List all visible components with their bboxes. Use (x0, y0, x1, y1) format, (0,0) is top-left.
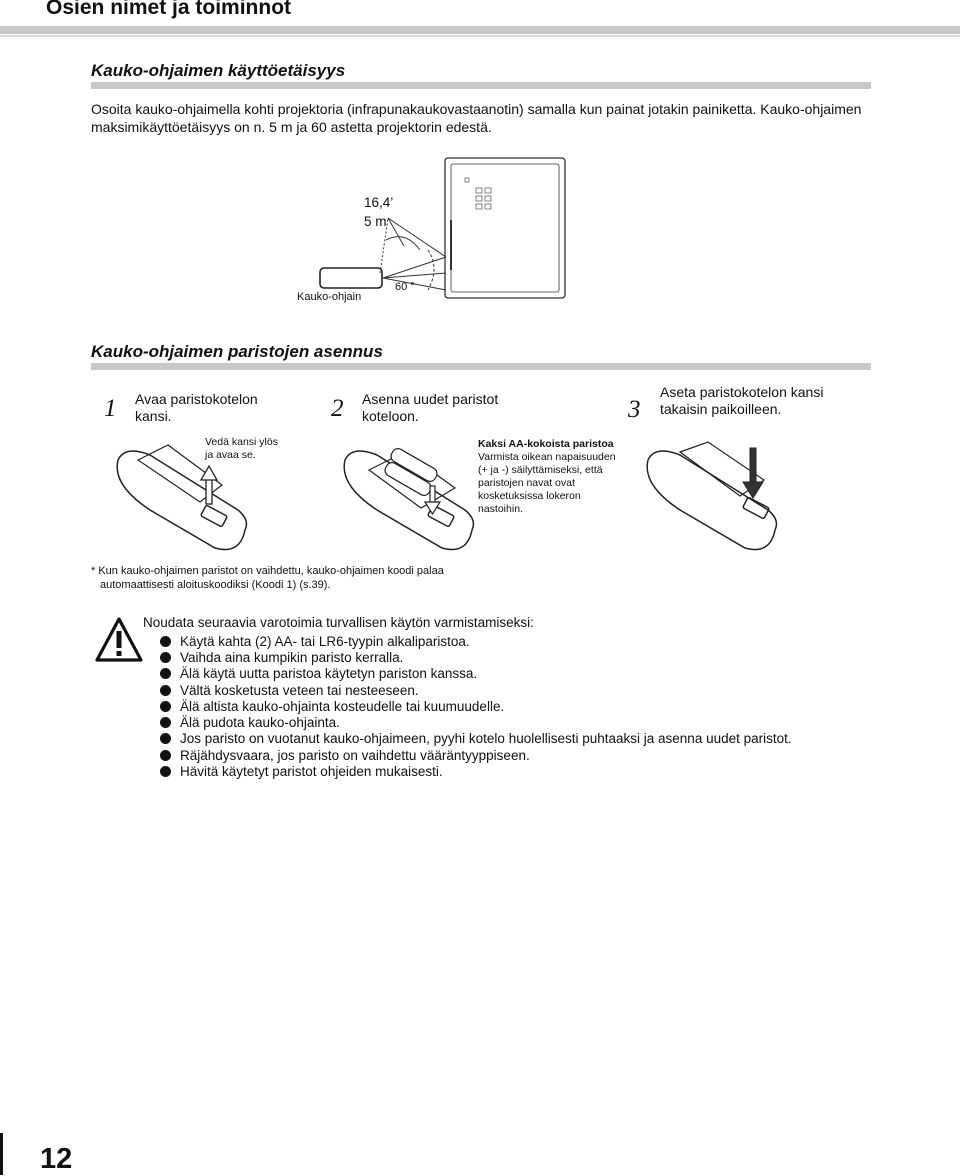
distance-ft-label: 16,4’ (364, 195, 394, 210)
step-text-3 (660, 384, 823, 418)
step-3-line-2: takaisin paikoilleen. (660, 401, 782, 417)
page-number-bar (0, 1133, 3, 1175)
warning-intro: Noudata seuraavia varotoimia turvallisen käytön varmistamiseksi: (143, 615, 534, 630)
bullet-icon (160, 701, 171, 712)
step-1-line-1: Avaa paristokotelon (135, 391, 258, 407)
warning-item (160, 698, 880, 714)
page-header (0, 0, 960, 26)
caption-batteries (478, 438, 638, 516)
warning-item (160, 763, 880, 779)
step-2-line-2: koteloon. (362, 408, 419, 424)
page-title: Osien nimet ja toiminnot (46, 0, 292, 19)
bullet-icon (160, 733, 171, 744)
step-text-1 (135, 391, 258, 425)
caption-batteries-line-3: paristojen navat ovat (478, 477, 575, 489)
section-title-battery: Kauko-ohjaimen paristojen asennus (91, 342, 383, 361)
warning-list (160, 633, 880, 780)
step-1-line-2: kansi. (135, 408, 172, 424)
arrow-down-icon (743, 448, 763, 498)
remote-control-outline (320, 268, 382, 288)
page-number: 12 (40, 1143, 73, 1175)
remote-close-cover-illustration (640, 430, 780, 555)
caption-open-cover-line-1: Vedä kansi ylös (205, 436, 278, 448)
range-paragraph-line-2: maksimikäyttöetäisyys on n. 5 m ja 60 astetta projektorin edestä. (91, 119, 492, 135)
step-number-1: 1 (104, 395, 117, 422)
footnote-line-2: automaattisesti aloituskoodiksi (Koodi 1) (s.39). (100, 578, 331, 591)
distance-m-label: 5 m (364, 214, 387, 229)
bullet-icon (160, 717, 171, 728)
caption-open-cover (205, 436, 278, 462)
bullet-icon (160, 636, 171, 647)
warning-item-text: Räjähdysvaara, jos paristo on vaihdettu vääräntyyppiseen. (180, 747, 530, 763)
caption-open-cover-line-2: ja avaa se. (205, 449, 256, 461)
warning-item-text: Älä pudota kauko-ohjainta. (180, 715, 340, 731)
section-title-range: Kauko-ohjaimen käyttöetäisyys (91, 61, 346, 80)
warning-item (160, 731, 880, 747)
remote-insert-batteries-illustration (337, 430, 477, 555)
step-2-line-1: Asenna uudet paristot (362, 391, 499, 407)
caption-batteries-line-5: nastoihin. (478, 503, 523, 515)
bullet-icon (160, 668, 171, 679)
projector-outline (445, 158, 565, 298)
remote-label: Kauko-ohjain (297, 291, 362, 303)
warning-item-text: Älä altista kauko-ohjainta kosteudelle tai kuumuudelle. (180, 698, 505, 714)
warning-triangle-icon (94, 616, 144, 664)
step-text-2 (362, 391, 498, 425)
warning-item-text: Käytä kahta (2) AA- tai LR6-tyypin alkaliparistoa. (180, 633, 470, 649)
warning-item (160, 747, 880, 763)
warning-item (160, 682, 880, 698)
warning-item-text: Jos paristo on vuotanut kauko-ohjaimeen, pyyhi kotelo huolellisesti puhtaaksi ja asenna uudet paristot. (180, 731, 792, 747)
bullet-icon (160, 766, 171, 777)
range-labels (364, 193, 393, 231)
footnote-line-1: * Kun kauko-ohjaimen paristot on vaihdettu, kauko-ohjaimen koodi palaa (91, 565, 444, 577)
range-paragraph (91, 100, 891, 136)
warning-item-text: Hävitä käytetyt paristot ohjeiden mukaisesti. (180, 764, 443, 780)
angle-label: 60 ° (395, 281, 415, 293)
section-bar-range (91, 82, 871, 89)
footnote (91, 565, 444, 592)
step-number-2: 2 (331, 395, 344, 422)
warning-item (160, 633, 880, 649)
bullet-icon (160, 750, 171, 761)
section-bar-battery (91, 363, 871, 370)
warning-item-text: Älä käytä uutta paristoa käytetyn pariston kanssa. (180, 666, 478, 682)
caption-batteries-line-4: kosketuksissa lokeron (478, 490, 581, 502)
header-rule (0, 26, 960, 34)
step-3-line-1: Aseta paristokotelon kansi (660, 384, 824, 400)
caption-batteries-line-1: Varmista oikean napaisuuden (478, 451, 616, 463)
warning-item-text: Vältä kosketusta veteen tai nesteeseen. (180, 682, 419, 698)
header-rule-secondary (0, 35, 960, 37)
range-paragraph-line-1: Osoita kauko-ohjaimella kohti projektoria (infrapunakaukovastaanotin) samalla kun painat jotakin painiketta. Kauko-ohjaimen (91, 101, 862, 117)
bullet-icon (160, 652, 171, 663)
caption-batteries-heading: Kaksi AA-kokoista paristoa (478, 438, 614, 450)
warning-item (160, 714, 880, 730)
warning-item-text: Vaihda aina kumpikin paristo kerralla. (180, 649, 404, 665)
step-number-3: 3 (628, 396, 641, 423)
warning-item (160, 666, 880, 682)
bullet-icon (160, 685, 171, 696)
warning-item (160, 649, 880, 665)
caption-batteries-line-2: (+ ja -) säilyttämiseksi, että (478, 464, 603, 476)
